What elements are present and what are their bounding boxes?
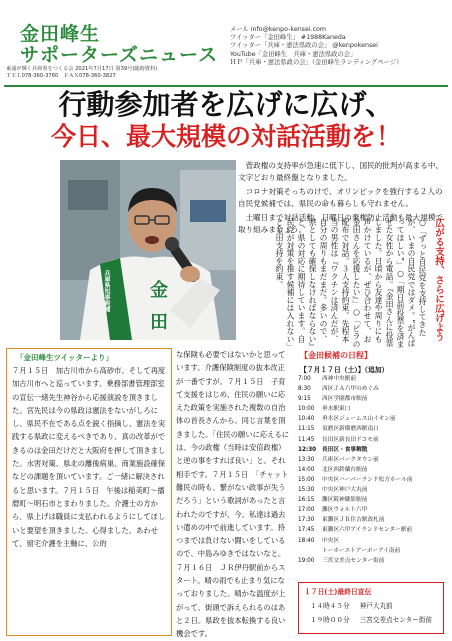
schedule-place: 三宮交差点センター街前: [322, 557, 385, 564]
support-voices-section: [240, 218, 444, 350]
schedule-row: [298, 546, 448, 556]
schedule-row: [298, 455, 448, 465]
schedule-place: トーホーストアーポーアイ南前: [322, 547, 401, 554]
masthead-publisher-block: [6, 66, 157, 80]
schedule-time: 17:45: [298, 527, 315, 534]
schedule-time: 18:40: [298, 537, 315, 544]
schedule-time: [298, 546, 322, 556]
schedule-day-header: 【７月１７日（土）】（追加）: [300, 366, 389, 374]
schedule-time: 17:00: [298, 507, 315, 514]
schedule-place: 西神中央駅前: [322, 376, 357, 382]
schedule-time: 13:30: [298, 456, 315, 463]
schedule-time: 10:40: [298, 416, 315, 423]
schedule-time: 17:30: [298, 517, 315, 524]
schedule-row: [298, 515, 448, 525]
masthead-divider: [4, 85, 448, 87]
last-day-time: １９時００分: [310, 616, 350, 624]
schedule-place: 須磨区新横磨西駅南口: [322, 426, 379, 433]
schedule-row: [298, 394, 448, 404]
contact-info: [230, 26, 402, 67]
masthead-title: [20, 24, 218, 66]
schedule-row: [298, 435, 448, 445]
schedule-time: 9:15: [298, 396, 311, 403]
phone-fax-line: ＴＥＬ078-360-3760 ＦＡＸ078-360-3827: [6, 73, 116, 79]
publisher-line: 東浦が輝く兵庫県をつくる会 2021年7月17日 第39号(臨時資料): [6, 66, 158, 72]
schedule-place: 中央区ハーバーランド松方ホール前: [322, 476, 413, 483]
contact-twitter-group: ツイッター「兵庫・憲法県政の会」 @kenpokensei: [230, 42, 378, 50]
lead-paragraph-1: 菅政権の支持率が急速に低下し、国民的批判が高まる中、文字どおり最終盤となりました。: [238, 161, 444, 182]
headline-main: 行動参加者を広げに広げ、: [58, 88, 394, 121]
masthead-title-line1: 金田峰生: [20, 23, 101, 45]
schedule-row: [298, 404, 448, 414]
schedule-row: [298, 465, 448, 475]
support-voices-body: ○「ずっと自民党を支持してきたが、いまの自民党ではダメ。“がんばってほしい”」○「期日前投票を済ませた女性から電話。『金田さんに投票しました。日頃から友達や周りにも声かけているが、ぜひ合わせて、お金田さんを応援したい』」○「ビラの配布で対話。３人支持約束。先程本当の男性は『ワクチンは済んだが、自分の周りもまだまだ。多いので、県としても確保しなければならない』と、県の対応に期待しています。自民党が対策を推す候補には入れない」と金田支持を約束。: [275, 218, 427, 349]
schedule-place: 灘区阪神御影駅前: [322, 497, 368, 504]
schedule-place: 兵庫区パークタウン前: [322, 456, 379, 463]
twitter-continued-body: な保険も必要ではないかと思っています。介護保険制度の抜本改正が一番ですが。７月１５日 子育て支援をはじめ、住民の願いに応えた政策を実施された複数の自治体の首長さんから、同じ言葉を頂きました。「住民の願いに応えるには、今の政権（当時は安倍政権）と逆の事をすれば良い」と。それ相手です。７月１５日 「チャット難民の時も、繋がない政事が失うだろう」という歌詞があったと言われたのですが、今、私達は過去い遣めの中で前進しています。持つまでは負けない闘いをしているので、中島みゆきではないなと。７月１６日 ＪＲ伊丹駅前からスタート。晴の雨でも止まり気になっておりました。晴かな温度が上がって、街頭で訴えられるのはあと２日。県政を抜本転換する良い機会です。: [176, 350, 290, 639]
schedule-place: 垂水駅東口: [322, 406, 351, 413]
schedule-place: 東灘区ＪＲ住吉駅改札前: [322, 517, 385, 524]
schedule-place: 中央区神戸大丸前: [322, 487, 368, 494]
schedule-row: [298, 384, 448, 394]
schedule-place: 垂水区ジェームス山イオン前: [322, 416, 396, 423]
lead-paragraph-3: 土曜日まで対話活動、日曜日の棄権防止活動も最大規模で取り組みましょう。: [238, 213, 444, 234]
last-day-place: 三宮交差点センター街前: [359, 616, 432, 624]
schedule-row: [298, 374, 448, 384]
schedule-place: 西区学園都市駅前: [322, 396, 368, 403]
schedule-row: [298, 525, 448, 535]
schedule-row: [298, 424, 448, 434]
schedule-time: 19:00: [298, 557, 315, 564]
schedule-row: [298, 495, 448, 505]
schedule-row: [298, 485, 448, 495]
headline-sub: 今日、最大規模の対話活動を！: [50, 122, 401, 151]
sash-text: 兵庫県知事候補: [103, 270, 110, 312]
schedule-place: 灘区ウォルト六甲: [322, 507, 368, 514]
twitter-section-body: ７月１５日 加古川市から高砂市、そして再度加古川市へと巡っています。乗務部書管理部室の宣伝一緒先生神谷から応援演説を頂きました。宮先民は今の県政は憲法をないがしろにし、県民不在である点を鋭く指摘し、憲法を実践する県政に変えるべきであり、真の改革ができるのは金田だけだと大阪府を押して頂きました。水害対策、県北の離後病巣、商業施設確保などの課題を頂いています。ご一緒に解決されると思います。７月１５日 午後は稲美町～播磨町～明石市とまわりました。介護士の方から、県上げは職員に支払われるようにしてほしいと要望を頂きました。心得ました。あわせて、留宅介護を主軸に、公的: [12, 366, 166, 548]
schedule-table: [298, 374, 448, 566]
last-day-row: [310, 600, 393, 610]
schedule-row: [298, 556, 448, 566]
last-day-title: １７日(土)最終日宣伝: [304, 588, 372, 596]
masthead-title-line2: サポーターズニュース: [20, 44, 219, 66]
support-voices-title: 広がる支持、さらに広げよう: [433, 218, 444, 342]
schedule-place: 北区西鈴蘭台駅前: [322, 466, 368, 473]
contact-youtube: YouTube「金田峰生 兵庫・憲法県政の会」: [230, 50, 357, 58]
schedule-time: 11:15: [298, 426, 315, 433]
schedule-row: [298, 414, 448, 424]
schedule-place: 西区ＪＡ六甲のめぐみ: [322, 386, 379, 393]
contact-twitter-candidate: ツイッター「金田峰生」 #1988Kaneda: [230, 34, 346, 42]
contact-email: メール info@kenpo-kensei.com: [230, 26, 327, 33]
candidate-photo: [60, 160, 236, 340]
last-day-time: １４時４５分: [310, 602, 350, 610]
schedule-place: 中央区: [322, 537, 340, 544]
last-day-place: 神戸大丸前: [359, 602, 393, 610]
vest-name: 金 田: [147, 280, 168, 335]
lead-paragraph-2: コロナ対策そっちのけで、オリンピックを強行する２人の自民党候補では、県民の命も暮らしも守れません。: [238, 187, 443, 208]
schedule-row: [298, 536, 448, 546]
contact-homepage: ＨＰ「兵庫・憲法県政の会」（金田峰生ランディングページ）: [230, 58, 403, 66]
schedule-row: [298, 445, 448, 455]
schedule-time: 15:30: [298, 487, 315, 494]
schedule-place: 東灘区六甲アイランドセンター駅前: [322, 527, 413, 534]
schedule-row: [298, 505, 448, 515]
schedule-time: 10:00: [298, 406, 315, 413]
schedule-row: [298, 475, 448, 485]
schedule-time: 11:45: [298, 436, 315, 443]
twitter-section-title: 「金田峰生ツイッターより」: [16, 353, 113, 362]
schedule-title: 【金田候補の日程】: [300, 351, 372, 360]
schedule-time: 12:30: [298, 446, 317, 453]
schedule-time: 7:00: [298, 376, 311, 382]
schedule-time: 16:15: [298, 497, 315, 504]
schedule-time: 8:30: [298, 386, 311, 393]
schedule-time: 14:00: [298, 466, 315, 473]
schedule-place: 長田区新長田ドコモ前: [322, 436, 379, 443]
schedule-place: 長田区・食事解散: [322, 446, 368, 453]
last-day-row: [310, 614, 432, 624]
schedule-time: 15:00: [298, 476, 315, 483]
